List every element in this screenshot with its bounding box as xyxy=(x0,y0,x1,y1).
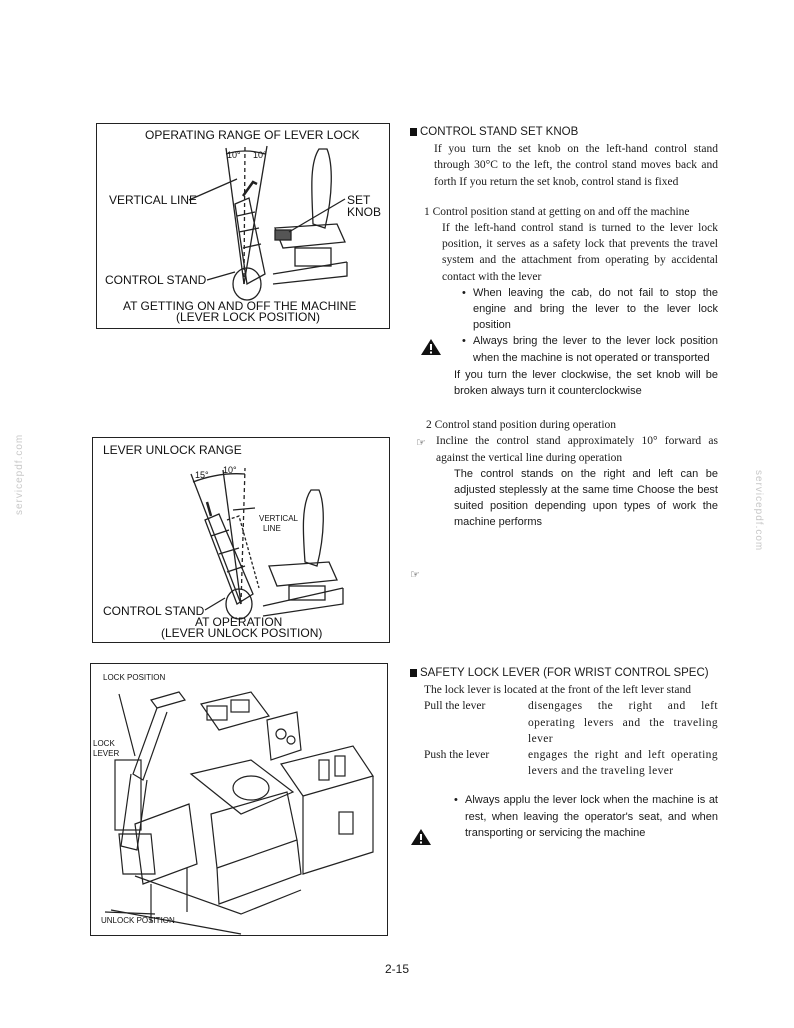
page-number: 2-15 xyxy=(385,962,410,976)
figure1-angle-a: 10° xyxy=(227,150,241,160)
figure2-line: LINE xyxy=(263,524,281,533)
section1-note1: If you turn the lever clockwise, the set knob will be broken always turn it counterclockwise xyxy=(454,368,718,398)
figure3-lock-position: LOCK POSITION xyxy=(103,673,166,682)
figure-lever-lock xyxy=(96,123,390,329)
figure2-title: LEVER UNLOCK RANGE xyxy=(103,443,242,457)
heading-square-icon xyxy=(410,669,417,677)
cab-interior-drawing xyxy=(91,664,387,935)
figure3-lock: LOCK xyxy=(93,739,115,748)
figure1-set-label: SET xyxy=(347,193,371,207)
note-hand-icon: ☞ xyxy=(416,437,426,449)
figure2-control-stand: CONTROL STAND xyxy=(103,604,205,618)
figure1-angle-b: 10° xyxy=(253,150,267,160)
pull-lever-desc: disengages the right and left operating levers and the traveling lever xyxy=(528,700,718,745)
pull-lever-label: Pull the lever xyxy=(424,700,486,713)
section2-bullet: • Always applu the lever lock when the machine is at rest, when leaving the operator's seat, and when transporting or servicing the machine xyxy=(452,792,718,841)
section1-item2-title: 2 Control stand position during operation xyxy=(426,419,617,432)
figure-lever-unlock xyxy=(92,437,390,643)
figure1-caption2: (LEVER LOCK POSITION) xyxy=(176,310,321,324)
figure1-title: OPERATING RANGE OF LEVER LOCK xyxy=(145,128,360,142)
push-lever-label: Push the lever xyxy=(424,749,490,762)
figure2-vertical: VERTICAL xyxy=(259,514,298,523)
figure2-caption2: (LEVER UNLOCK POSITION) xyxy=(161,626,323,640)
section1-item1-title: 1 Control position stand at getting on and off the machine xyxy=(424,205,690,218)
section1-note2: The control stands on the right and left can be adjusted steplessly at the same time Choose the best suited position depending upon types of work the machine performs xyxy=(454,467,718,529)
figure3-unlock-position: UNLOCK POSITION xyxy=(101,916,175,925)
figure3-lever: LEVER xyxy=(93,749,120,758)
warning-triangle-icon xyxy=(420,338,442,356)
section1-item2-body: Incline the control stand approximately 10° forward as against the vertical line during operation xyxy=(436,435,718,464)
figure1-knob-label: KNOB xyxy=(347,205,382,219)
figure2-angle-b: 10° xyxy=(223,465,237,475)
section1-heading: CONTROL STAND SET KNOB xyxy=(410,124,718,140)
watermark-right: servicepdf.com xyxy=(753,470,764,552)
push-lever-desc: engages the right and left operating levers and the traveling lever xyxy=(528,749,718,778)
lever-lock-drawing xyxy=(97,124,389,328)
section-control-stand-set-knob xyxy=(416,124,718,531)
heading-square-icon xyxy=(410,128,417,136)
pull-lever-row xyxy=(424,698,718,747)
warning-triangle-icon xyxy=(410,828,432,846)
section-safety-lock-lever xyxy=(416,665,718,841)
figure2-angle-a: 15° xyxy=(195,470,209,480)
figure1-control-stand: CONTROL STAND xyxy=(105,273,207,287)
section1-bullet2: • Always bring the lever to the lever lock position when the machine is not operated or transported xyxy=(460,333,718,365)
section1-intro: If you turn the set knob on the left-hand control stand through 30°C to the left, the control stand moves back and forth If you return the set knob, control stand is fixed xyxy=(434,143,718,188)
watermark-left: servicepdf.com xyxy=(14,433,25,515)
section1-item1-body: If the left-hand control stand is turned to the lever lock position, it serves as a safety lock that prevents the travel system and the attachment from operating by accidental contact with the lever xyxy=(442,222,718,283)
figure1-vertical-line: VERTICAL LINE xyxy=(109,193,198,207)
figure1-caption1: AT GETTING ON AND OFF THE MACHINE xyxy=(123,299,357,313)
section2-heading: SAFETY LOCK LEVER (FOR WRIST CONTROL SPEC) xyxy=(410,665,718,681)
figure-safety-lock-lever xyxy=(90,663,388,936)
push-lever-row xyxy=(424,747,718,779)
note-hand-icon: ☞ xyxy=(410,569,420,581)
section1-bullet1: • When leaving the cab, do not fail to stop the engine and bring the lever to the lever lock position xyxy=(460,285,718,334)
figure2-caption1: AT OPERATION xyxy=(195,615,283,629)
section2-intro: The lock lever is located at the front of the left lever stand xyxy=(424,684,691,697)
